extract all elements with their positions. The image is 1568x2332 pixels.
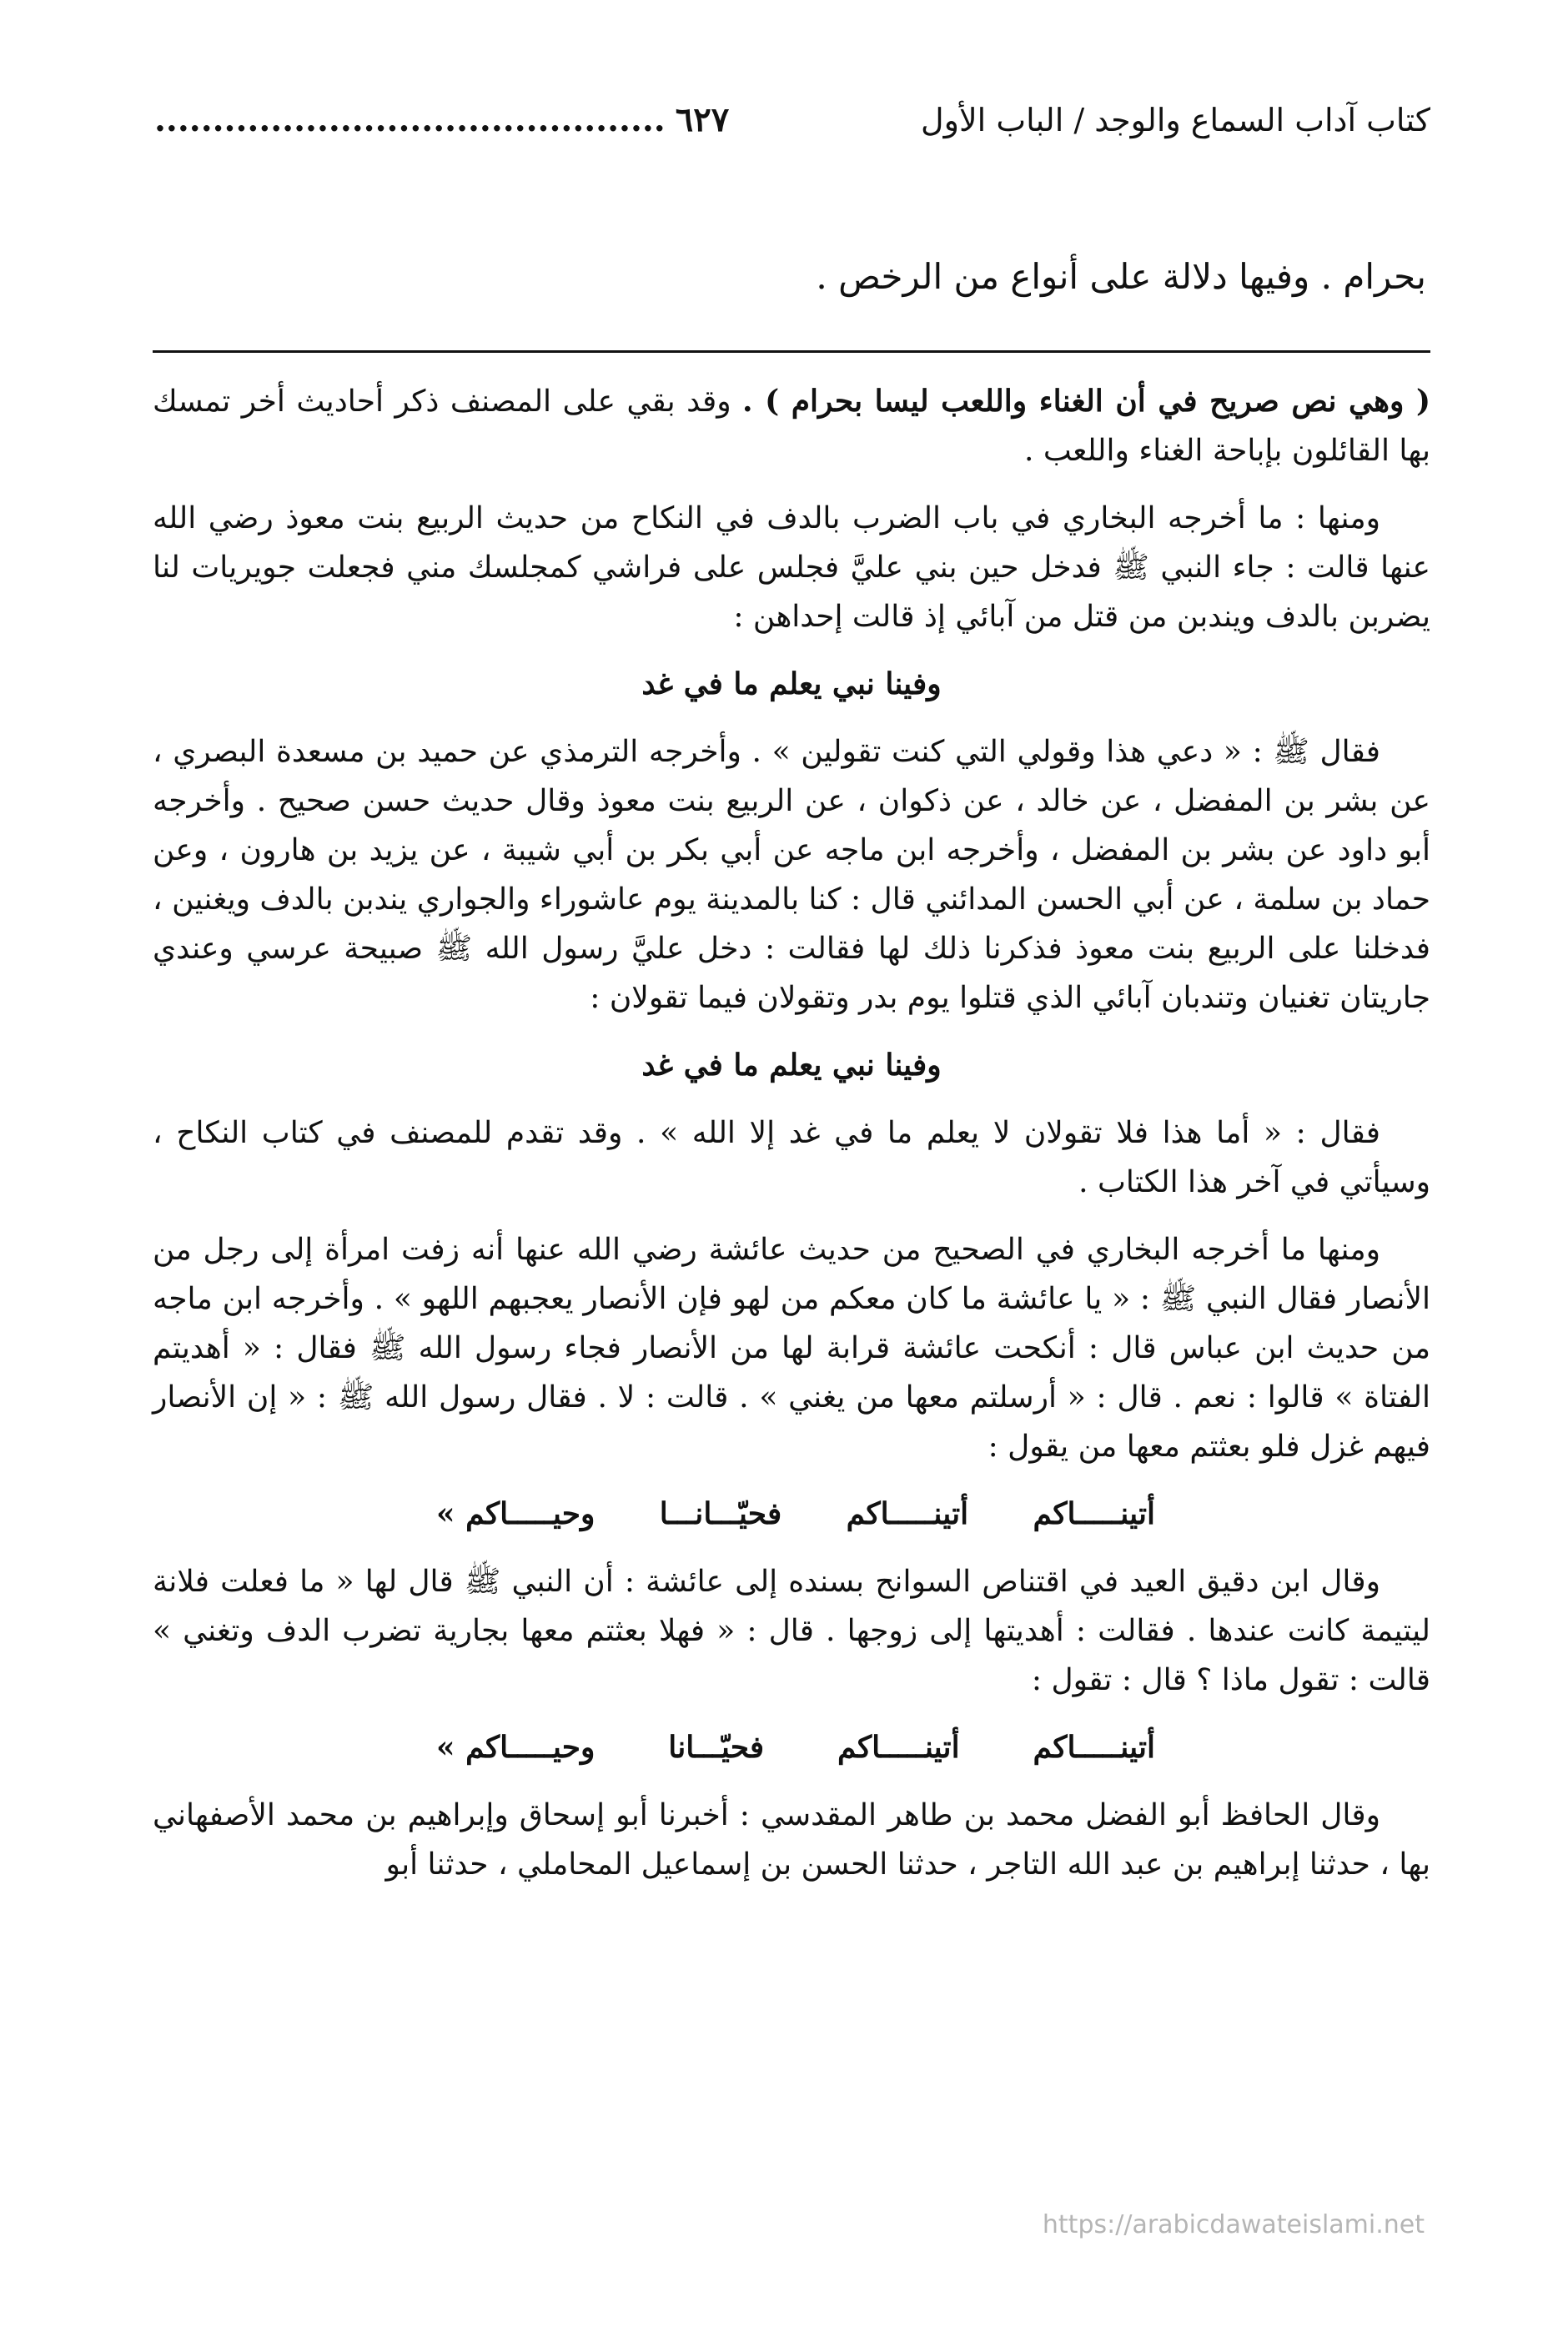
poem-word: فحيّـــانـــا xyxy=(659,1496,782,1531)
paragraph-7: وقال الحافظ أبو الفضل محمد بن طاهر المقدسي : أخبرنا أبو إسحاق وإبراهيم بن محمد الأصفهاني بها ، حدثنا إبراهيم بن عبد الله التاجر ، حدثنا الحسن بن إسماعيل المحاملي ، حدثنا أبو xyxy=(153,1798,1430,1882)
poem-word: فحيّـــانا xyxy=(668,1730,765,1765)
poem-line-2 xyxy=(436,1723,1155,1772)
poem-word: أتينـــــاكم xyxy=(846,1496,969,1531)
paragraph-5: ومنها ما أخرجه البخاري في الصحيح من حديث عائشة رضي الله عنها أنه زفت امرأة إلى رجل من الأنصار فقال النبي ﷺ : « يا عائشة ما كان معكم من لهو فإن الأنصار يعجبهم اللهو » . وأخرجه ابن ماجه من حديث ابن عباس قال : أنكحت عائشة قرابة لها من الأنصار فجاء رسول الله ﷺ فقال : « أهديتم الفتاة » قالوا : نعم . قال : « أرسلتم معها من يغني » . قالت : لا . فقال رسول الله ﷺ : « إن الأنصار فيهم غزل فلو بعثتم معها من يقول : xyxy=(153,1233,1430,1464)
paragraph-2: ومنها : ما أخرجه البخاري في باب الضرب بالدف في النكاح من حديث الربيع بنت معوذ رضي الله عنها قالت : جاء النبي ﷺ فدخل حين بني عليَّ فجلس على فراشي كمجلسك مني فجعلت جويريات لنا يضربن بالدف ويندبن من قتل من آبائي إذ قالت إحداهن : xyxy=(153,501,1431,634)
poem-word: وحيـــــاكم » xyxy=(436,1730,596,1765)
quoted-phrase: ( وهي نص صريح في أن الغناء واللعب ليسا بحرام ) . xyxy=(742,384,1430,419)
verse-line-1: وفينا نبي يعلم ما في غد xyxy=(641,666,942,701)
page-number: ٦٢٧ xyxy=(675,100,730,139)
main-text-line: بحرام . وفيها دلالة على أنواع من الرخص . xyxy=(816,256,1426,297)
header-title: كتاب آداب السماع والوجد / الباب الأول xyxy=(921,102,1430,138)
poem-word: أتينـــــاكم xyxy=(837,1730,960,1765)
poem-word: وحيـــــاكم » xyxy=(436,1496,596,1531)
poem-word: أتينـــــاكم xyxy=(1033,1730,1155,1765)
commentary-body xyxy=(153,377,1430,1907)
paragraph-6: وقال ابن دقيق العيد في اقتناص السوانح بسنده إلى عائشة : أن النبي ﷺ قال لها « ما فعلت فلانة ليتيمة كانت عندها . فقالت : أهديتها إلى زوجها . قال : « فهلا بعثتم معها بجارية تضرب الدف وتغني » قالت : تقول ماذا ؟ قال : تقول : xyxy=(153,1565,1430,1697)
paragraph-1-text: وقد بقي على المصنف ذكر أحاديث أخر تمسك بها القائلون بإباحة الغناء واللعب . xyxy=(153,384,1430,468)
footnote-divider xyxy=(153,350,1430,353)
header-dots: ............................................ xyxy=(154,100,666,139)
paragraph-4: فقال : « أما هذا فلا تقولان لا يعلم ما في غد إلا الله » . وقد تقدم للمصنف في كتاب النكاح ، وسيأتي في آخر هذا الكتاب . xyxy=(153,1116,1430,1199)
paragraph-1 xyxy=(153,377,1430,475)
watermark-url: https://arabicdawateislami.net xyxy=(1042,2210,1425,2239)
poem-word: أتينـــــاكم xyxy=(1033,1496,1155,1531)
running-header xyxy=(154,100,1430,158)
header-page-number xyxy=(154,100,729,139)
poem-line-1 xyxy=(436,1490,1155,1539)
verse-line-2: وفينا نبي يعلم ما في غد xyxy=(641,1048,942,1083)
paragraph-3: فقال ﷺ : « دعي هذا وقولي التي كنت تقولين » . وأخرجه الترمذي عن حميد بن مسعدة البصري ، عن بشر بن المفضل ، عن خالد ، عن ذكوان ، عن الربيع بنت معوذ وقال حديث حسن صحيح . وأخرجه أبو داود عن بشر بن المفضل ، وأخرجه ابن ماجه عن أبي بكر بن أبي شيبة ، عن يزيد بن هارون ، وعن حماد بن سلمة ، عن أبي الحسن المدائني قال : كنا بالمدينة يوم عاشوراء والجواري يندبن بالدف ويغنين ، فدخلنا على الربيع بنت معوذ فذكرنا ذلك لها فقالت : دخل عليَّ رسول الله ﷺ صبيحة عرسي وعندي جاريتان تغنيان وتندبان آبائي الذي قتلوا يوم بدر وتقولان فيما تقولان : xyxy=(153,735,1430,1015)
